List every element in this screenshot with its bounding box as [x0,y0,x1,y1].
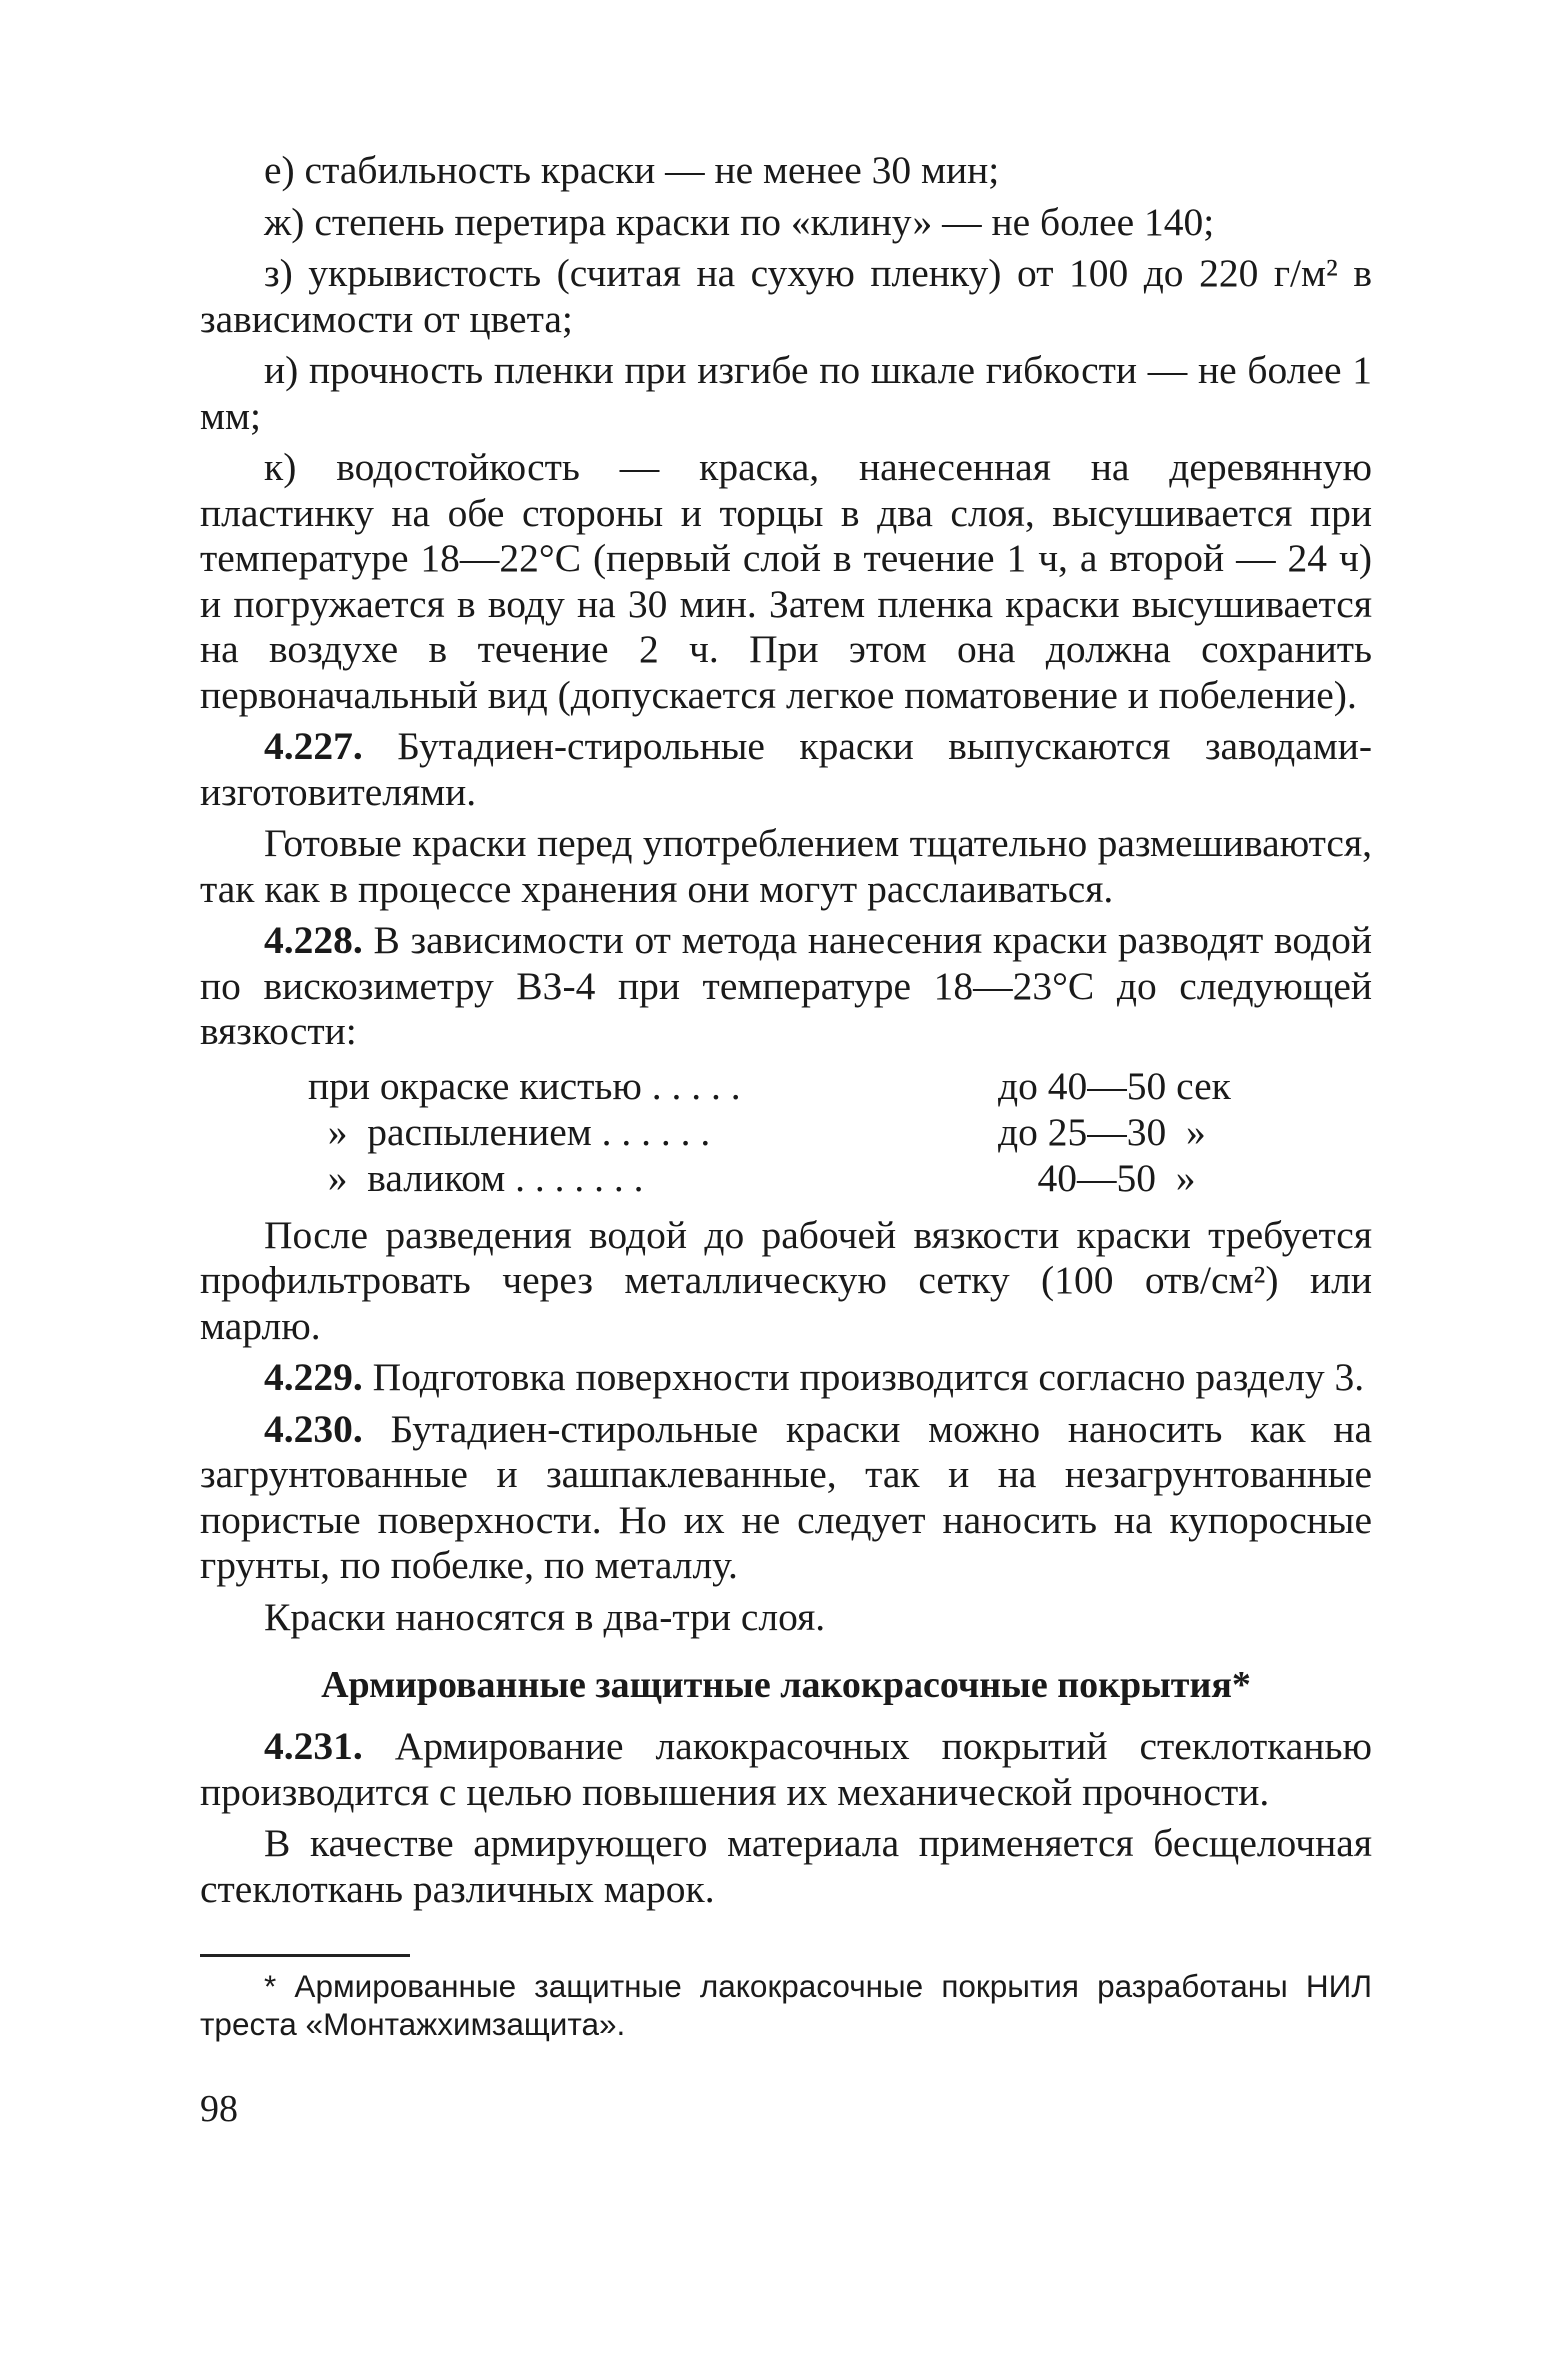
clause-number: 4.230. [264,1406,363,1451]
paragraph-4-231: 4.231. Армирование лакокрасочных покрытий стеклотканью производится с целью повышения их механической прочности. [200,1724,1372,1814]
viscosity-cell: 40—50 » [998,1155,1196,1200]
method-cell: » валиком . . . . . . . [308,1155,644,1200]
page-number: 98 [200,2088,238,2130]
paragraph-hiding-power: з) укрывистость (считая на сухую пленку) от 100 до 220 г/м² в зависимости от цвета; [200,251,1372,341]
footnote-divider [200,1954,410,1957]
viscosity-cell: до 25—30 » [998,1109,1206,1154]
viscosity-cell: до 40—50 сек [998,1063,1231,1108]
paragraph-flex-strength: и) прочность пленки при изгибе по шкале гибкости — не более 1 мм; [200,348,1372,438]
table-row [308,1109,1372,1155]
viscosity-table [308,1063,1372,1201]
method-cell: » распылением . . . . . . [308,1109,711,1154]
footnote: * Армированные защитные лакокрасочные покрытия разработаны НИЛ треста «Монтажхимзащита». [200,1968,1372,2042]
clause-number: 4.227. [264,724,363,768]
method-cell: при окраске кистью . . . . . [308,1063,741,1108]
paragraph-4-229: 4.229. Подготовка поверхности производится согласно разделу 3. [264,1355,1365,1399]
body-text [200,148,1372,2131]
paragraph-filtering: После разведения водой до рабочей вязкости краски требуется профильтровать через металлическую сетку (100 отв/см²) или марлю. [200,1212,1372,1348]
paragraph-grind: ж) степень перетира краски по «клину» — не более 140; [264,199,1215,244]
paragraph-layers: Краски наносятся в два-три слоя. [264,1594,826,1639]
clause-number: 4.229. [264,1355,363,1399]
clause-number: 4.228. [264,918,363,962]
paragraph-water-resistance: к) водостойкость — краска, нанесенная на деревянную пластинку на обе стороны и торцы в два слоя, высушивается при температуре 18—22°С (первый слой в течение 1 ч, а второй — 24 ч) и погружается в воду на 30 мин. Затем пленка краски высушивается на воздухе в течение 2 ч. При этом она должна сохранить первоначальный вид (допускается легкое поматовение и побеление). [200,445,1372,717]
paragraph-4-230: 4.230. Бутадиен-стирольные краски можно наносить как на загрунтованные и зашпаклеванные, так и на незагрунтованные пористые поверхности. Но их не следует наносить на купоросные грунты, по побелке, по металлу. [200,1406,1372,1587]
paragraph-stability: е) стабильность краски — не менее 30 мин; [264,148,1000,192]
paragraph-4-228: 4.228. В зависимости от метода нанесения краски разводят водой по вискозиметру ВЗ-4 при температуре 18—23°С до следующей вязкости: [200,918,1372,1053]
clause-number: 4.231. [264,1724,363,1768]
paragraph-mixing: Готовые краски перед употреблением тщательно размешиваются, так как в процессе хранения они могут расслаиваться. [200,821,1372,911]
paragraph-reinforcing-material: В качестве армирующего материала применяется бесщелочная стеклоткань различных марок. [200,1821,1372,1911]
section-heading: Армированные защитные лакокрасочные покрытия* [321,1664,1251,1706]
paragraph-4-227: 4.227. Бутадиен-стирольные краски выпускаются заводами-изготовителями. [200,724,1372,814]
table-row [308,1155,1372,1201]
table-row [308,1063,1372,1109]
